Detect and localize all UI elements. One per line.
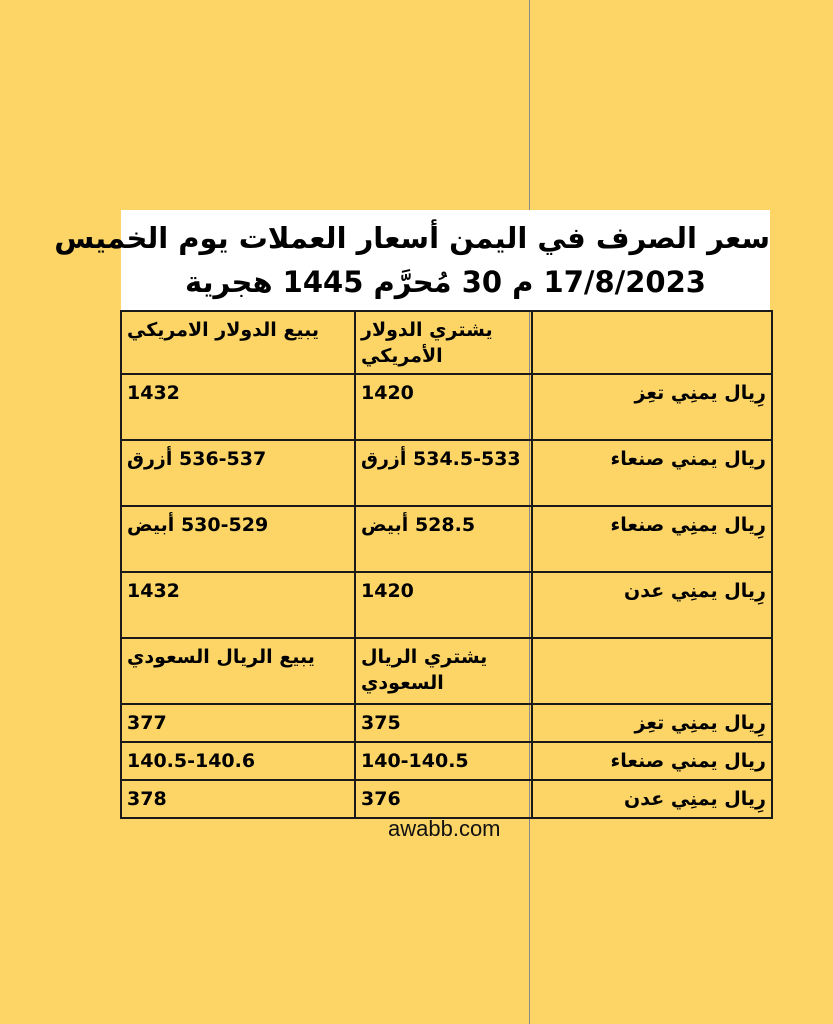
usd-sell-header: يبيع الدولار الامريكي [121, 311, 355, 374]
place-cell: رِيال يمنِي تعِز [532, 374, 772, 440]
usd-buy-header: يشتري الدولار الأمريكي [355, 311, 532, 374]
place-cell: رِيال يمنِي عدن [532, 780, 772, 818]
usd-header-row [121, 311, 772, 374]
sell-cell: 1432 [121, 572, 355, 638]
sar-buy-header: يشتري الريال السعودي [355, 638, 532, 704]
header-place-cell [532, 311, 772, 374]
exchange-rates-table [120, 310, 773, 819]
table-row [121, 506, 772, 572]
table-row [121, 742, 772, 780]
place-cell: رِيال يمنِي صنعاء [532, 506, 772, 572]
table-row [121, 374, 772, 440]
table-row [121, 704, 772, 742]
footer-website-link[interactable]: awabb.com [388, 816, 501, 841]
place-cell: ريال يمني صنعاء [532, 742, 772, 780]
sell-cell: 536-537 أزرق [121, 440, 355, 506]
sell-cell: 378 [121, 780, 355, 818]
sell-cell: 377 [121, 704, 355, 742]
sell-cell: 530-529 أبيض [121, 506, 355, 572]
title-banner [54, 210, 770, 310]
place-cell: رِيال يمنِي تعِز [532, 704, 772, 742]
sar-sell-header: يبيع الريال السعودي [121, 638, 355, 704]
sar-header-row [121, 638, 772, 704]
buy-cell: 375 [355, 704, 532, 742]
place-cell: رِيال يمنِي عدن [532, 572, 772, 638]
buy-cell: 528.5 أبيض [355, 506, 532, 572]
buy-cell: 1420 [355, 572, 532, 638]
title-line-2: 17/8/2023 م 30 مُحرَّم 1445 هجرية [185, 265, 706, 299]
buy-cell: 1420 [355, 374, 532, 440]
buy-cell: 534.5-533 أزرق [355, 440, 532, 506]
header-place-cell [532, 638, 772, 704]
sell-cell: 1432 [121, 374, 355, 440]
place-cell: ريال يمني صنعاء [532, 440, 772, 506]
buy-cell: 376 [355, 780, 532, 818]
sell-cell: 140.5-140.6 [121, 742, 355, 780]
title-line-1: سعر الصرف في اليمن أسعار العملات يوم الخميس [54, 221, 770, 255]
table-row [121, 572, 772, 638]
table-row [121, 780, 772, 818]
buy-cell: 140-140.5 [355, 742, 532, 780]
table-row [121, 440, 772, 506]
